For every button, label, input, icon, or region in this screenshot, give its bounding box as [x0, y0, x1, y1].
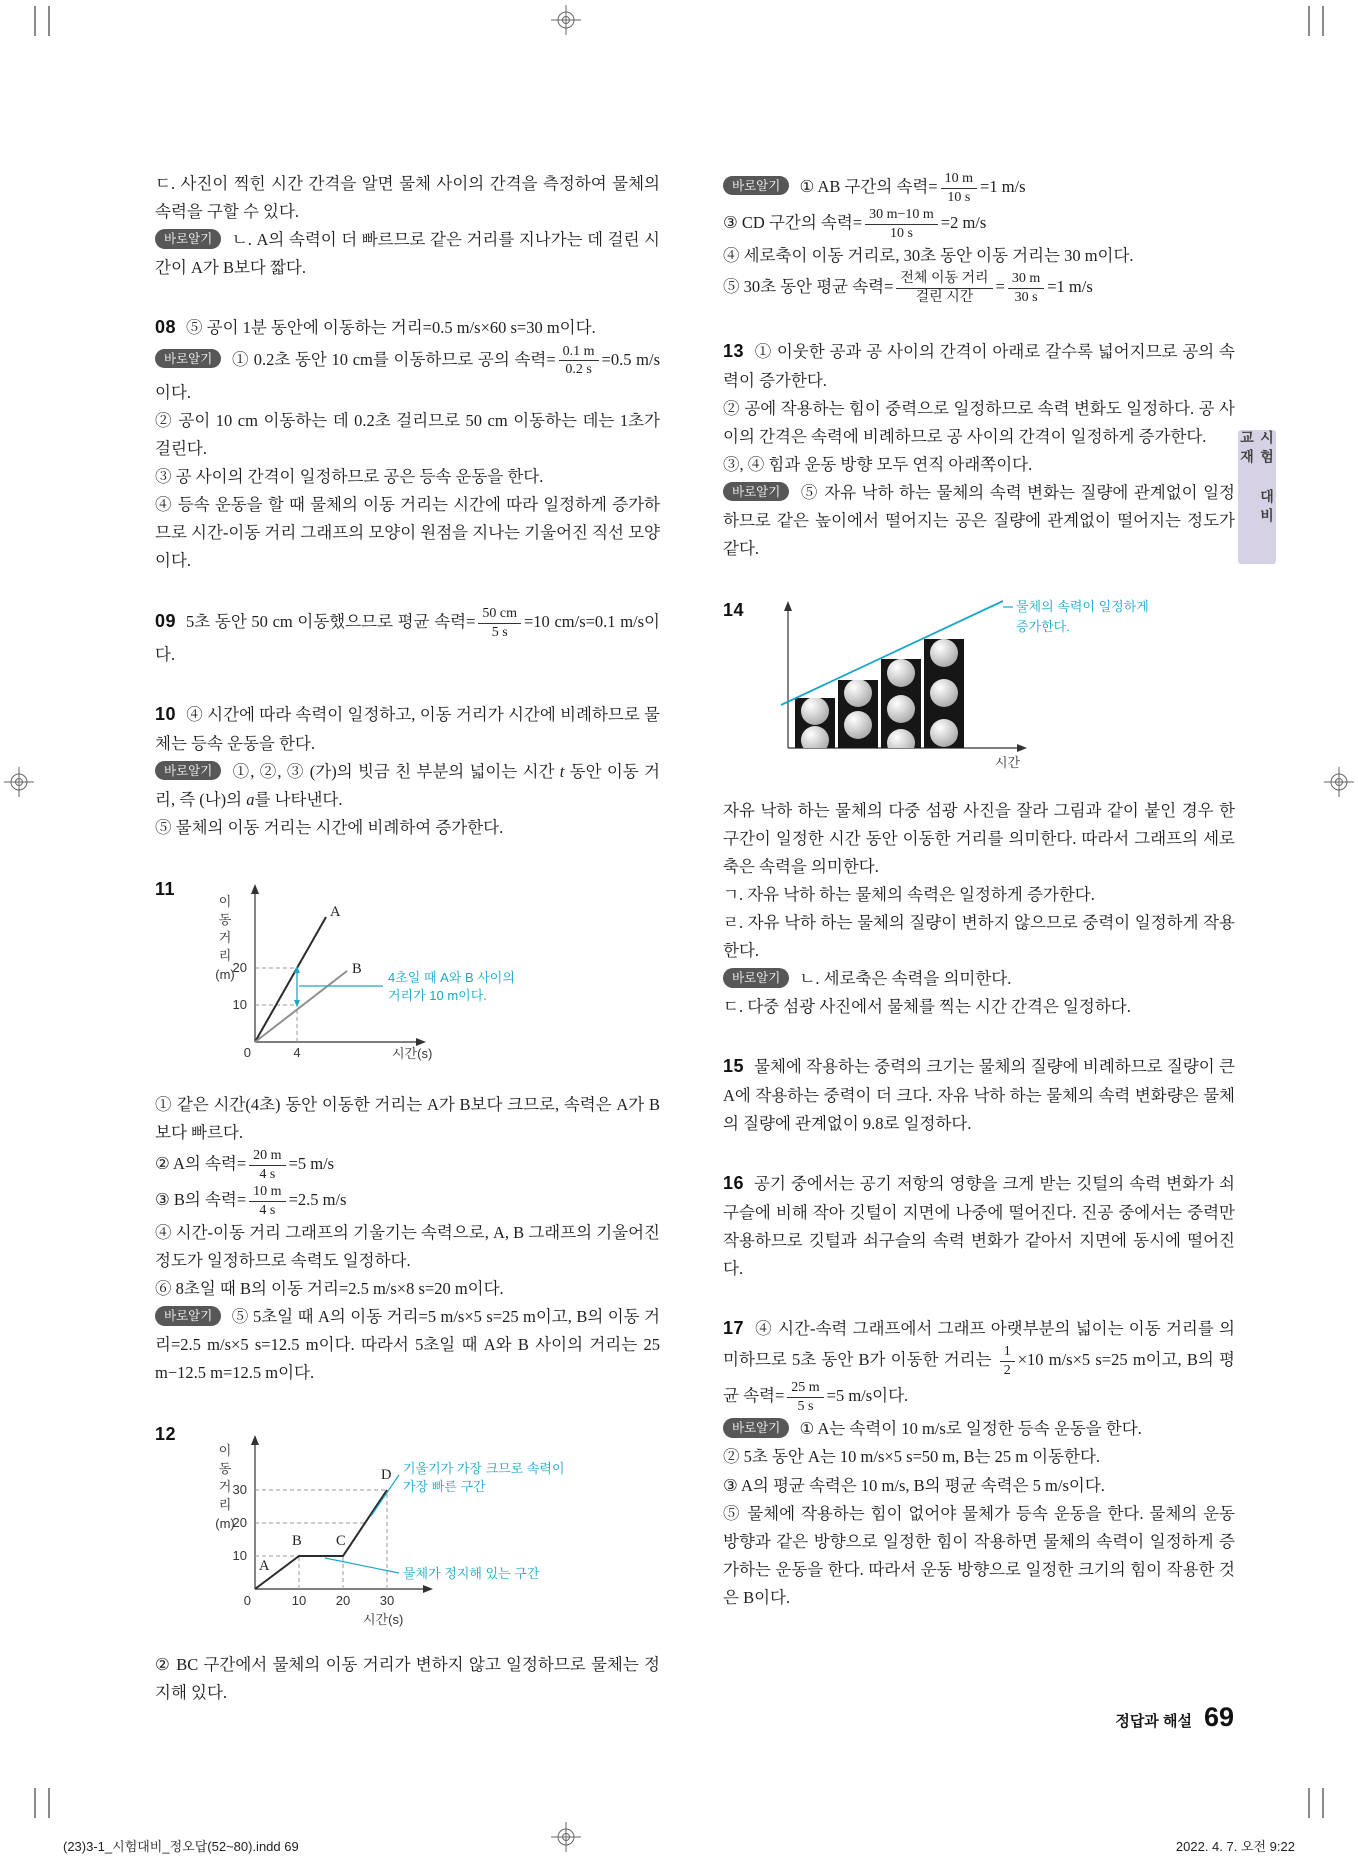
answer-paragraph: 13 ① 이웃한 공과 공 사이의 간격이 아래로 갈수록 넓어지므로 공의 속력이 증가한다. [723, 341, 1235, 390]
answer-paragraph: 자유 낙하 하는 물체의 다중 섬광 사진을 잘라 그림과 같이 붙인 경우 한 구간이 일정한 시간 동안 이동한 거리를 의미한다. 따라서 그래프의 세로축은 속력을 의미한다. [723, 801, 1235, 877]
y-tick-10: 10 [232, 996, 247, 1012]
x-tick-4: 4 [293, 1044, 301, 1060]
point-B-label: B [292, 1533, 302, 1550]
registration-mark-right [1324, 767, 1354, 797]
problem-14-strobe-graph [763, 593, 1233, 778]
answer-paragraph: ⑤ 물체의 이동 거리는 시간에 비례하여 증가한다. [155, 817, 504, 837]
answer-paragraph: ㄱ. 자유 낙하 하는 물체의 속력은 일정하게 증가한다. [723, 885, 1095, 905]
point-C-label: C [336, 1533, 346, 1550]
problem-12-figure [195, 1417, 660, 1641]
answer-paragraph: 바로알기 ① 0.2초 동안 10 cm를 이동하므로 공의 속력= $\frac{0.1 m}{0.2 s}$ =0.5 m/s이다. [155, 343, 661, 402]
answer-paragraph: ② BC 구간에서 물체의 이동 거리가 변하지 않고 일정하므로 물체는 정지해 있다. [155, 1655, 660, 1703]
problem-11-graph [195, 872, 625, 1072]
answer-paragraph: 바로알기 ① AB 구간의 속력= $\frac{10 m}{10 s}$ =1 m/s [723, 170, 1235, 206]
graph-note2: 물체가 정지해 있는 구간 [403, 1566, 540, 1582]
x-axis-label: 시간(s) [363, 1612, 404, 1628]
answer-paragraph: 바로알기 ㄴ. A의 속력이 더 빠르므로 같은 거리를 지나가는 데 걸린 시간이 A가 B보다 짧다. [155, 230, 660, 278]
problem-number: 09 [155, 610, 177, 631]
print-timestamp: 2022. 4. 7. 오전 9:22 [1175, 1839, 1295, 1854]
problem-12-graph [195, 1417, 625, 1632]
line-B-label: B [352, 960, 362, 977]
left-column [155, 170, 660, 1708]
crop-mark [1322, 1788, 1324, 1818]
answer-paragraph: 16 공기 중에서는 공기 저항의 영향을 크게 받는 깃털의 속력 변화가 쇠구슬에 비해 작아 깃털이 지면에 나중에 떨어진다. 진공 중에서는 중력만 작용하므로 깃털과 쇠구슬의 속력 변화가 같아서 지면에 동시에 떨어진다. [723, 1173, 1235, 1278]
y-axis-label-char: 거 [218, 1479, 232, 1495]
y-tick-10: 10 [232, 1548, 247, 1564]
y-axis-arrow [784, 601, 792, 611]
x-axis-label: 시간 [995, 754, 1021, 770]
origin-label: 0 [243, 1593, 251, 1609]
answer-paragraph: ④ 등속 운동을 할 때 물체의 이동 거리는 시간에 따라 일정하게 증가하므로 시간-이동 거리 그래프의 모양이 원점을 지나는 기울어진 직선 모양이다. [155, 494, 660, 571]
answer-paragraph: ④ 세로축이 이동 거리로, 30초 동안 이동 거리는 30 m이다. [723, 246, 1134, 265]
problem-number: 17 [723, 1317, 745, 1338]
graph-note-line1: 물체의 속력이 일정하게 [1016, 598, 1149, 614]
answer-paragraph: ② 공이 10 cm 이동하는 데 0.2초 걸리므로 50 cm 이동하는 데는 1초가 걸린다. [155, 410, 660, 458]
problem-number: 13 [723, 341, 745, 362]
y-axis-label-char: 동 [218, 1461, 232, 1477]
italic-variable: a [246, 789, 255, 809]
figure-block [155, 1417, 660, 1641]
footer-section-label: 정답과 해설 [1115, 1713, 1192, 1730]
answer-paragraph: ② 공에 작용하는 힘이 중력으로 일정하므로 속력 변화도 일정하다. 공 사이의 간격은 속력에 비례하므로 공 사이의 간격이 일정하게 증가한다. [723, 398, 1235, 446]
figure-block [155, 872, 660, 1081]
answer-paragraph: ㄷ. 사진이 찍힌 시간 간격을 알면 물체 사이의 간격을 측정하여 물체의 속력을 구할 수 있다. [155, 174, 660, 222]
y-tick-30: 30 [232, 1482, 247, 1498]
fraction: $\frac{30 m}{30 s}$ [1008, 270, 1044, 306]
answer-paragraph: 바로알기 ⑤ 자유 낙하 하는 물체의 속력 변화는 질량에 관계없이 일정하므로 같은 높이에서 떨어지는 공은 질량에 관계없이 떨어지는 정도가 같다. [723, 482, 1235, 558]
graph-note-line2: 증가한다. [1016, 618, 1070, 634]
x-axis-arrow [423, 1585, 433, 1593]
problem-number: 12 [155, 1424, 177, 1445]
x-tick-30: 30 [379, 1593, 395, 1609]
line-A-label: A [330, 903, 341, 920]
balls-strip-3 [887, 659, 915, 757]
distance-time-line [255, 1490, 387, 1589]
y-axis-arrow [251, 1435, 259, 1445]
x-tick-20: 20 [335, 1593, 351, 1609]
page-footer [1115, 1702, 1234, 1733]
baroalgi-badge: 바로알기 [723, 968, 789, 988]
note2-leader [325, 1558, 399, 1573]
answer-paragraph: 바로알기 ①, ②, ③ (가)의 빗금 친 부분의 넓이는 시간 t 동안 이동 거리, 즉 (나)의 a를 나타낸다. [155, 761, 660, 809]
answer-paragraph: 바로알기 ⑤ 5초일 때 A의 이동 거리=5 m/s×5 s=25 m이고, B의 이동 거리=2.5 m/s×5 s=12.5 m이다. 따라서 5초일 때 A와 B 사이의 거리는 25 m−12.5 m=12.5 m이다. [155, 1307, 660, 1383]
baroalgi-badge: 바로알기 [155, 349, 221, 369]
right-column [723, 170, 1235, 1612]
fraction: $\frac{1}{2}$ [1000, 1343, 1015, 1379]
answer-paragraph: ⑤ 물체에 작용하는 힘이 없어야 물체가 등속 운동을 한다. 물체의 운동 방향과 같은 방향으로 일정한 힘이 작용하면 물체의 속력이 일정하게 증가하는 운동을 한다. 따라서 운동 방향으로 일정한 크기의 힘이 작용한 것은 B이다. [723, 1503, 1235, 1607]
problem-14-figure [763, 593, 1235, 787]
answer-paragraph: ③ A의 평균 속력은 10 m/s, B의 평균 속력은 5 m/s이다. [723, 1475, 1105, 1495]
problem-number: 15 [723, 1056, 745, 1077]
crop-mark [48, 1788, 50, 1818]
x-axis-arrow [1017, 744, 1027, 752]
answer-paragraph: ⑤ 30초 동안 평균 속력= $\frac{\text{전체 이동 거리}}{\text{걸린 시간}}$ = $\frac{30 m}{30 s}$ =1 m/s [723, 271, 1093, 305]
fraction: $\frac{20 m}{4 s}$ [249, 1147, 285, 1183]
answer-paragraph: 15 물체에 작용하는 중력의 크기는 물체의 질량에 비례하므로 질량이 큰 A에 작용하는 중력이 더 크다. 자유 낙하 하는 물체의 속력 변화량은 물체의 질량에 관계없이 9.8로 일정하다. [723, 1056, 1235, 1134]
baroalgi-badge: 바로알기 [155, 761, 221, 781]
problem-number: 11 [155, 878, 176, 899]
print-info-line [63, 1836, 1295, 1855]
problem-number: 08 [155, 317, 177, 338]
y-axis-label-char: 리 [218, 1497, 232, 1513]
y-axis-label-char: 이 [218, 1443, 232, 1459]
answer-paragraph: ② A의 속력= $\frac{20 m}{4 s}$ =5 m/s [155, 1148, 335, 1182]
y-axis-label-char: 거 [218, 929, 232, 945]
answer-paragraph: ① 같은 시간(4초) 동안 이동한 거리는 A가 B보다 크므로, 속력은 A가 B보다 빠르다. [155, 1094, 660, 1143]
baroalgi-badge: 바로알기 [723, 482, 789, 502]
baroalgi-badge: 바로알기 [723, 176, 789, 196]
y-axis-label-char: 리 [218, 947, 232, 963]
fraction: $\frac{0.1 m}{0.2 s}$ [559, 343, 599, 379]
figure-block [723, 593, 1235, 787]
print-file-name: (23)3-1_시험대비_정오답(52~80).indd 69 [63, 1839, 299, 1854]
answer-paragraph: ㄷ. 다중 섬광 사진에서 물체를 찍는 시간 간격은 일정하다. [723, 997, 1131, 1017]
crop-mark [1308, 6, 1310, 36]
crop-mark [34, 6, 36, 36]
baroalgi-badge: 바로알기 [723, 1418, 789, 1438]
origin-label: 0 [243, 1044, 251, 1060]
fraction: $\frac{10 m}{4 s}$ [249, 1183, 285, 1219]
point-A-label: A [259, 1558, 270, 1575]
x-axis-label: 시간(s) [392, 1045, 433, 1061]
italic-variable: t [559, 761, 565, 781]
fraction: $\frac{50 cm}{5 s}$ [478, 605, 521, 641]
problem-number: 16 [723, 1173, 745, 1194]
answer-paragraph: 17 ④ 시간-속력 그래프에서 그래프 아랫부분의 넓이는 이동 거리를 의미하므로 5초 동안 B가 이동한 거리는 $\frac{1}{2}$ ×10 m/s×5 s=25 m이고, B의 평균 속력= $\frac{25 m}{5 s}$ =5 m/s이다. [723, 1317, 1235, 1414]
point-D-label: D [381, 1467, 392, 1484]
answer-paragraph: 바로알기 ㄴ. 세로축은 속력을 의미한다. [723, 965, 1235, 993]
registration-mark-left [4, 767, 34, 797]
registration-mark-top [551, 5, 581, 35]
answer-paragraph: ③ B의 속력= $\frac{10 m}{4 s}$ =2.5 m/s [155, 1184, 347, 1218]
x-tick-10: 10 [291, 1593, 307, 1609]
crop-mark [1308, 1788, 1310, 1818]
line-A [255, 917, 326, 1042]
crop-mark [34, 1788, 36, 1818]
x-axis-arrow [416, 1038, 426, 1046]
problem-11-figure [195, 872, 660, 1081]
y-axis-arrow [251, 884, 259, 894]
answer-paragraph: ③ 공 사이의 간격이 일정하므로 공은 등속 운동을 한다. [155, 466, 544, 486]
answer-paragraph: 09 5초 동안 50 cm 이동했으므로 평균 속력= $\frac{50 cm}{5 s}$ =10 cm/s=0.1 m/s이다. [155, 606, 660, 665]
answer-paragraph: ③ CD 구간의 속력= $\frac{30 m-10 m}{10 s}$ =2 m/s [723, 207, 987, 241]
footer-page-number: 69 [1203, 1702, 1234, 1732]
crop-mark [1322, 6, 1324, 36]
graph-note-line2: 거리가 10 m이다. [388, 987, 487, 1003]
graph-note1-line1: 기울기가 가장 크므로 속력이 [403, 1461, 565, 1477]
problem-number: 10 [155, 704, 177, 725]
y-tick-20: 20 [232, 1515, 247, 1531]
y-axis-unit: (m) [215, 1516, 235, 1532]
baroalgi-badge: 바로알기 [155, 229, 221, 249]
graph-note-line1: 4초일 때 A와 B 사이의 [388, 969, 515, 985]
y-axis-unit: (m) [215, 966, 235, 982]
crop-mark [48, 6, 50, 36]
answer-paragraph: ㄹ. 자유 낙하 하는 물체의 질량이 변하지 않으므로 중력이 일정하게 작용한다. [723, 913, 1235, 961]
answer-paragraph: 10 ④ 시간에 따라 속력이 일정하고, 이동 거리가 시간에 비례하므로 물체는 등속 운동을 한다. [155, 704, 660, 753]
answer-paragraph: 바로알기 ① A는 속력이 10 m/s로 일정한 등속 운동을 한다. [723, 1415, 1235, 1443]
strobe-photo-strips [795, 639, 964, 757]
answer-paragraph: 08 ⑤ 공이 1분 동안에 이동하는 거리=0.5 m/s×60 s=30 m이다. [155, 317, 596, 338]
y-axis-label-char: 동 [218, 911, 232, 927]
answer-paragraph: ⑥ 8초일 때 B의 이동 거리=2.5 m/s×8 s=20 m이다. [155, 1279, 504, 1299]
side-tab-exam-prep: 시험 대비 교재 [1238, 430, 1276, 564]
answer-paragraph: ② 5초 동안 A는 10 m/s×5 s=50 m, B는 25 m 이동한다. [723, 1447, 1101, 1467]
fraction: $\frac{25 m}{5 s}$ [787, 1379, 823, 1415]
fraction: $\frac{30 m-10 m}{10 s}$ [865, 206, 938, 242]
problem-number: 14 [723, 599, 745, 620]
fraction: $\frac{\text{전체 이동 거리}}{\text{걸린 시간}}$ [896, 270, 992, 306]
fraction: $\frac{10 m}{10 s}$ [941, 170, 977, 206]
balls-strip-4 [930, 639, 958, 747]
y-tick-20: 20 [232, 959, 247, 975]
answer-paragraph: ③, ④ 힘과 운동 방향 모두 연직 아래쪽이다. [723, 454, 1033, 474]
axes [255, 1441, 427, 1589]
answer-paragraph: ④ 시간-이동 거리 그래프의 기울기는 속력으로, A, B 그래프의 기울어진 정도가 일정하므로 속력도 일정하다. [155, 1223, 660, 1271]
y-axis-label-char: 이 [218, 893, 232, 909]
graph-note1-line2: 가장 빠른 구간 [403, 1479, 486, 1495]
baroalgi-badge: 바로알기 [155, 1306, 221, 1326]
line-B [255, 971, 347, 1042]
